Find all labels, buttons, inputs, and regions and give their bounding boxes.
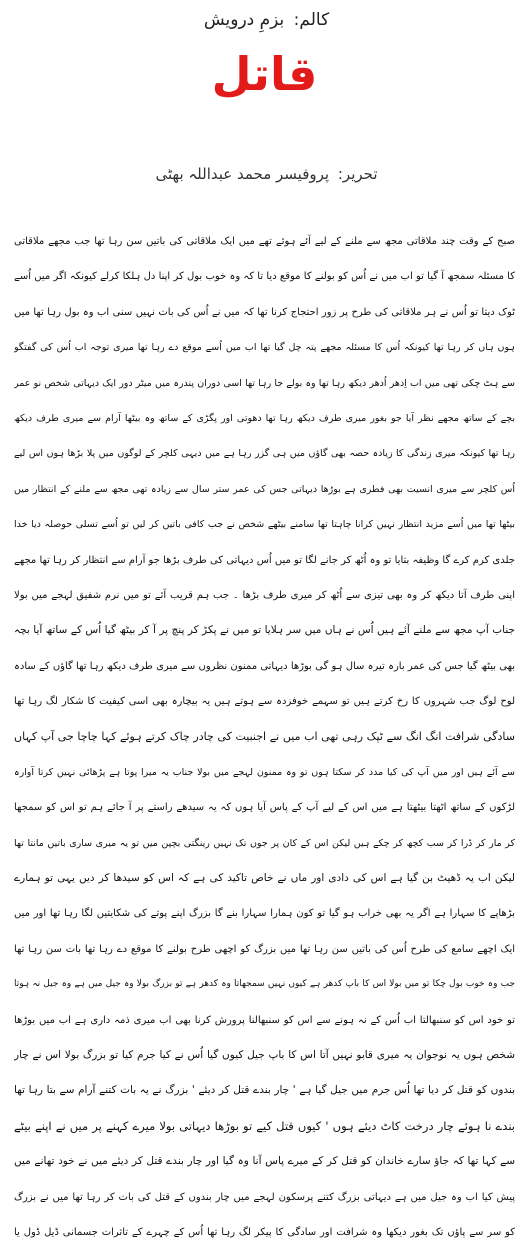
article-body-line: جب وہ خوب بول چکا تو میں بولا اس کا باپ کدھر ہے کیوں نہیں سمجھاتا وہ کدھر ہے تو بزرگ بولا وہ جیل میں ہے وہ جیل نہ ہوتا: [14, 979, 515, 990]
article-body-line: لوح لوگ جب شہروں کا رخ کرتے ہیں تو سہمے خوفزدہ سے ہوتے ہیں یہ بیچارہ بھی اسی کیفیت کا شکار لگ رہا تھا: [14, 696, 515, 708]
article-body-line: تو خود اس کو سنبھالتا اب اُس کے نہ ہونے سے اس کو سنبھالنا پرورش کرنا بھی اب میری ذمہ داری ہے اب میں بوڑھا: [14, 1014, 515, 1026]
article-body-line: بڑھاپے کا سہارا ہے اگر یہ بھی خراب ہو گیا تو کون ہمارا سہارا بنے گا بزرگ اپنے پوتے کی شکایتیں لگا رہا تھا اور میں: [14, 908, 515, 920]
article-body-line: ایک اچھے سامع کی طرح اُس کی باتیں سن رہا تھا میں بزرگ کو اچھی طرح بولنے کا موقع دے رہا تھا بات سن رہا تھا: [14, 943, 515, 955]
article-body-line: جناب آپ مجھ سے ملنے آئے ہیں اُس نے ہاں میں سر ہلایا تو میں نے پکڑ کر پنچ پر آ کر بیٹھ گیا اُس کے ساتھ آیا بچہ: [14, 624, 515, 637]
article-body-line: سے آئے ہیں اور میں آپ کی کیا مدد کر سکتا ہوں تو وہ ممنون لہجے میں بولا جناب یہ میرا پوتا ہے پڑھائی نہیں کرتا آوارہ: [14, 766, 515, 778]
article-body-line: سے ہٹ چکی تھی میں اب اِدھر اُدھر دیکھ رہا تھا وہ بولے جا رہا تھا اسی دوران پندرہ میں میٹر دور ایک دیہاتی شخص نو عمر: [14, 377, 515, 389]
article-body-line: پیش کیا اب وہ جیل میں ہے دیہاتی بزرگ کتنے پرسکون لہجے میں چار بندوں کے قتل کی بات کر رہا تھا میں نے بزرگ: [14, 1191, 515, 1203]
article-body-line: ہوں ہاں کر رہا تھا کیونکہ اُس کا مسئلہ مجھے پتہ چل گیا تھا اب میں اُسے موقع دے رہا تھا میری توجہ اب اُس کی گفتگو: [14, 342, 515, 354]
article-body-line: بیٹھا تھا میں اُسے مزید انتظار نہیں کرانا چاہتا تھا سامنے بیٹھے شخص نے جب کافی باتیں کر لیں تو اُسے تسلی حوصلہ دیا خدا: [14, 519, 515, 531]
article-body-line: کر مار کر ڈرا کر سب کچھ کر چکے ہیں لیکن اس کے کان پر جوں تک نہیں رینگتی بچپن میں تو یہ میری ساری باتیں مانتا تھا: [14, 837, 515, 849]
article-body-line: بھی بیٹھ گیا جس کی عمر بارہ تیرہ سال ہو گی بوڑھا دیہاتی ممنون نظروں سے میری طرف دیکھ رہا تھا گاؤں کے سادہ: [14, 660, 515, 672]
article-body-line: شخص ہوں یہ نوجوان یہ میری قابو نہیں آتا اس کا باپ جیل کیوں گیا اُس نے کیا جرم کیا تو بزرگ بولا اس نے چار: [14, 1048, 515, 1061]
article-body-line: جلدی کرم کرے گا وظیفہ بتایا تو وہ اُٹھ کر جانے لگا تو میں اُس دیہاتی کی طرف بڑھا جو آرام سے انتظار کر رہا تھا مجھے: [14, 554, 515, 566]
article-body-line: لیکن اب یہ ڈھیٹ بن گیا ہے اس کی دادی اور ماں نے خاص تاکید کی ہے کہ اس کو سیدھا کر دیں یہی تو ہمارے: [14, 872, 515, 885]
byline: [14, 162, 515, 198]
article-body-line: کا مسئلہ سمجھ آ گیا تو اب میں نے اُس کو بولنے کا موقع دیا تا کہ وہ خوب بول کر اپنا دل ہلکا کرلے کیونکہ اگر میں اُسے: [14, 271, 515, 283]
article-body-line: بندوں کو قتل کر دیا تھا اُس جرم میں جیل گیا ہے ' چار بندے قتل کر دیئے ' بزرگ نے یہ بات کتنے آرام سے بتا رہا تھا: [14, 1084, 515, 1097]
article-body-line: صبح کے وقت چند ملاقاتی مجھ سے ملنے کے لیے آئے ہوئے تھے میں ایک ملاقاتی کی باتیں سن رہا تھا جب مجھے ملاقاتی: [14, 236, 515, 247]
article-body-line: اپنی طرف آتا دیکھ کر وہ بھی تیزی سے اُٹھ کر میری طرف بڑھا ۔ جب ہم قریب آئے تو میں نرم شفیق لہجے میں بولا: [14, 589, 515, 601]
article-body-line: لڑکوں کے ساتھ اٹھتا بیٹھتا ہے میں اس کے لیے آپ کے پاس آیا ہوں کہ یہ سیدھے راستے پر آ جائے ہم تو اس کو سمجھا: [14, 802, 515, 814]
byline-label: تحریر:: [337, 165, 378, 183]
article-body-line: رہا تھا کیونکہ میری زندگی کا زیادہ حصہ بھی گاؤں میں ہی گزر رہا ہے میں دیہی کلچر کے لوگوں میں پلا بڑھا ہوں اس لیے: [14, 448, 515, 460]
article-body-line: بندے نا ہوئے چار درخت کاٹ دیئے ہوں ' کیوں قتل کیے تو بوڑھا دیہاتی بولا میرے کہنے پر میں نے اپنے بیٹے: [14, 1118, 515, 1133]
article-body-line: بچے کے ساتھ مجھے نظر آیا جو بغور میری طرف دیکھ رہا تھا دھوتی اور پگڑی کے ساتھ وہ بیٹھا آرام سے میری طرف دیکھ: [14, 412, 515, 424]
article-body-line: سے کہا تھا کہ جاؤ سارے خاندان کو قتل کر کے میرے پاس آنا وہ گیا اور چار بندے قتل کر دیئے میں نے خود تھانے میں: [14, 1155, 515, 1168]
article-body-line: کو سر سے پاؤں تک بغور دیکھا وہ شرافت اور سادگی کا پیکر لگ رہا تھا اُس کے چہرے کے تاثرات جسمانی ڈیل ڈول یا: [14, 1226, 515, 1238]
column-name: بزمِ درویش: [203, 10, 285, 30]
article-body-line: اُس کلچر سے میری انسیت بھی فطری ہے بوڑھا دیہاتی جس کی عمر ستر سال سے زیادہ تھی مجھ سے ملنے کے انتظار میں: [14, 483, 515, 495]
author-name: پروفیسر محمد عبداللہ بھٹی: [155, 165, 330, 183]
article-title: قاتل: [211, 47, 318, 101]
column-label: کالم:: [293, 10, 330, 30]
article-body-line: سادگی شرافت انگ انگ سے ٹپک رہی تھی اب میں نے اجنبیت کی چادر چاک کرتے ہوئے کہا چاچا جی آپ کہاں: [14, 730, 515, 744]
article-body-line: ٹوک دیتا تو اُس نے ہر ملاقاتی کی طرح پر زور احتجاج کرنا تھا کہ میں نے اُس کی بات نہیں سنی اب وہ بول رہا تھا میں: [14, 306, 515, 318]
article-body: [14, 224, 515, 1250]
column-header: [14, 6, 515, 38]
